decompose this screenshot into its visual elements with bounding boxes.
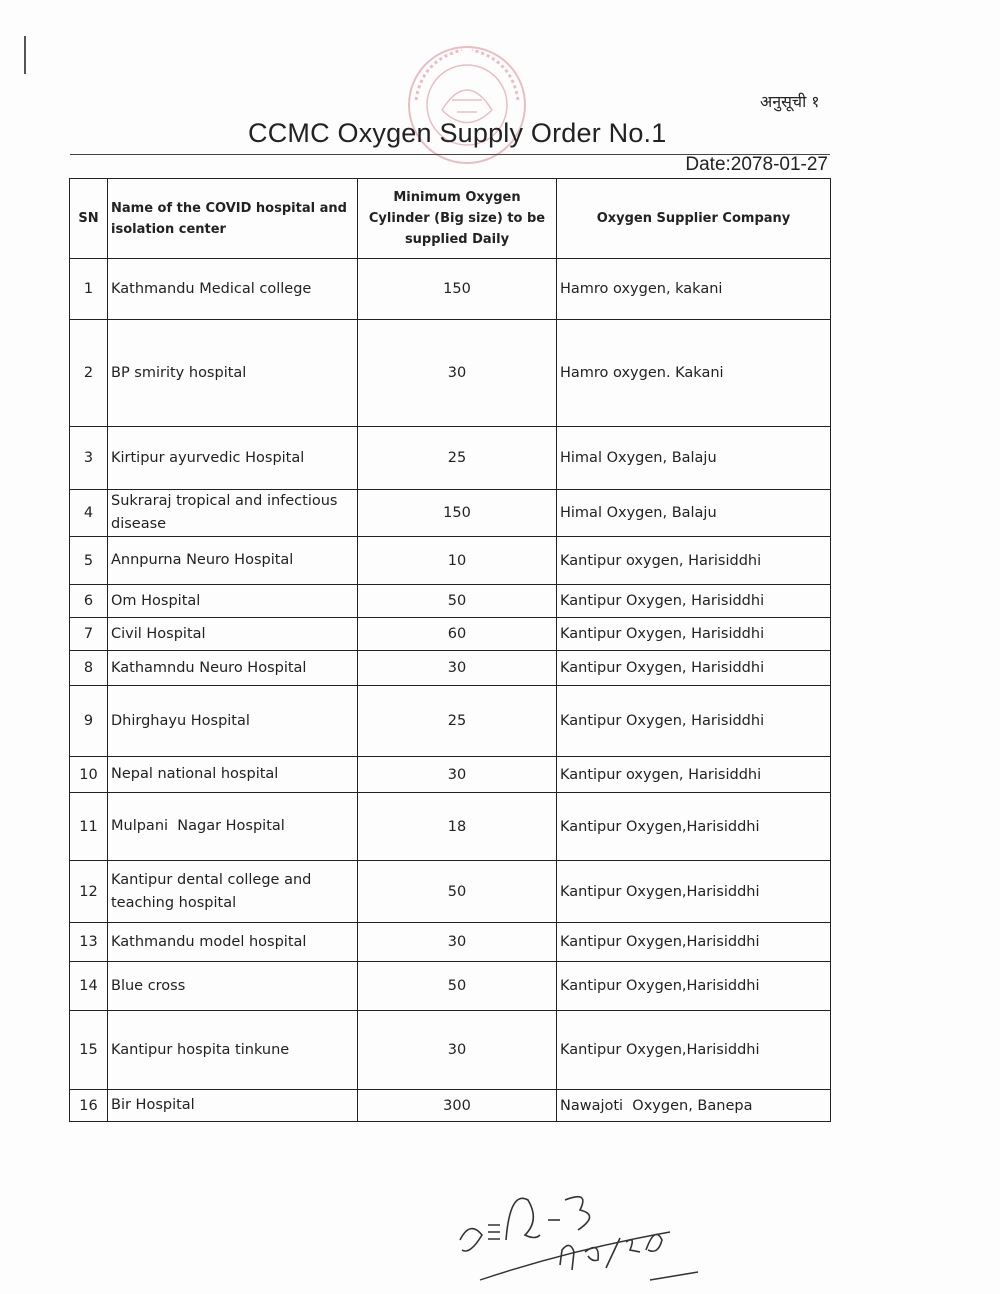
row-supplier: Kantipur Oxygen,Harisiddhi: [557, 793, 831, 861]
handwritten-signature: [440, 1180, 700, 1290]
row-cylinder-count: 30: [358, 651, 557, 686]
row-cylinder-count: 25: [358, 686, 557, 757]
row-hospital-name: Blue cross: [108, 962, 358, 1011]
row-sn: 3: [70, 427, 108, 490]
row-hospital-name: BP smirity hospital: [108, 320, 358, 427]
row-cylinder-count: 25: [358, 427, 557, 490]
row-hospital-name: Mulpani Nagar Hospital: [108, 793, 358, 861]
row-hospital-name: Bir Hospital: [108, 1090, 358, 1122]
row-hospital-name: Sukraraj tropical and infectious disease: [108, 490, 358, 537]
row-supplier: Kantipur oxygen, Harisiddhi: [557, 537, 831, 585]
row-hospital-name: Nepal national hospital: [108, 757, 358, 793]
table-header-row: [70, 179, 831, 259]
row-supplier: Kantipur Oxygen,Harisiddhi: [557, 1011, 831, 1090]
row-hospital-name: Kathmandu Medical college: [108, 259, 358, 320]
row-sn: 8: [70, 651, 108, 686]
header-min-cylinders: Minimum Oxygen Cylinder (Big size) to be supplied Daily: [358, 179, 557, 259]
row-supplier: Kantipur Oxygen, Harisiddhi: [557, 686, 831, 757]
office-seal-stamp: [402, 40, 532, 170]
row-cylinder-count: 10: [358, 537, 557, 585]
table-row: [70, 651, 831, 686]
row-cylinder-count: 30: [358, 757, 557, 793]
table-row: [70, 1011, 831, 1090]
row-sn: 15: [70, 1011, 108, 1090]
table-row: [70, 427, 831, 490]
row-sn: 14: [70, 962, 108, 1011]
row-hospital-name: Kantipur dental college and teaching hospital: [108, 861, 358, 923]
row-cylinder-count: 30: [358, 320, 557, 427]
header-sn: SN: [70, 179, 108, 259]
row-cylinder-count: 150: [358, 259, 557, 320]
table-row: [70, 686, 831, 757]
table-row: [70, 490, 831, 537]
row-hospital-name: Kantipur hospita tinkune: [108, 1011, 358, 1090]
row-sn: 9: [70, 686, 108, 757]
document-date: Date:2078-01-27: [685, 154, 828, 175]
row-cylinder-count: 300: [358, 1090, 557, 1122]
table-row: [70, 861, 831, 923]
row-sn: 6: [70, 585, 108, 618]
row-sn: 10: [70, 757, 108, 793]
row-hospital-name: Annpurna Neuro Hospital: [108, 537, 358, 585]
row-hospital-name: Kathmandu model hospital: [108, 923, 358, 962]
oxygen-supply-table: [69, 178, 831, 1122]
header-hospital-name: Name of the COVID hospital and isolation center: [108, 179, 358, 259]
row-supplier: Kantipur Oxygen, Harisiddhi: [557, 651, 831, 686]
table-row: [70, 1090, 831, 1122]
row-supplier: Himal Oxygen, Balaju: [557, 427, 831, 490]
header-supplier: Oxygen Supplier Company: [557, 179, 831, 259]
row-sn: 4: [70, 490, 108, 537]
row-sn: 5: [70, 537, 108, 585]
table-row: [70, 793, 831, 861]
row-cylinder-count: 50: [358, 861, 557, 923]
row-cylinder-count: 50: [358, 962, 557, 1011]
row-hospital-name: Dhirghayu Hospital: [108, 686, 358, 757]
row-cylinder-count: 60: [358, 618, 557, 651]
row-hospital-name: Civil Hospital: [108, 618, 358, 651]
row-sn: 16: [70, 1090, 108, 1122]
table-row: [70, 537, 831, 585]
table-row: [70, 585, 831, 618]
row-cylinder-count: 18: [358, 793, 557, 861]
table-row: [70, 923, 831, 962]
row-cylinder-count: 50: [358, 585, 557, 618]
row-hospital-name: Kathamndu Neuro Hospital: [108, 651, 358, 686]
row-supplier: Kantipur Oxygen,Harisiddhi: [557, 962, 831, 1011]
row-sn: 12: [70, 861, 108, 923]
row-cylinder-count: 150: [358, 490, 557, 537]
row-sn: 1: [70, 259, 108, 320]
table-row: [70, 757, 831, 793]
schedule-label: अनुसूची १: [760, 92, 820, 111]
row-supplier: Kantipur Oxygen, Harisiddhi: [557, 585, 831, 618]
scan-edge-mark: [24, 36, 26, 74]
table-row: [70, 618, 831, 651]
row-supplier: Kantipur oxygen, Harisiddhi: [557, 757, 831, 793]
row-sn: 2: [70, 320, 108, 427]
row-cylinder-count: 30: [358, 1011, 557, 1090]
row-sn: 11: [70, 793, 108, 861]
row-supplier: Kantipur Oxygen, Harisiddhi: [557, 618, 831, 651]
row-cylinder-count: 30: [358, 923, 557, 962]
table-row: [70, 320, 831, 427]
row-supplier: Nawajoti Oxygen, Banepa: [557, 1090, 831, 1122]
table-row: [70, 259, 831, 320]
row-hospital-name: Kirtipur ayurvedic Hospital: [108, 427, 358, 490]
row-hospital-name: Om Hospital: [108, 585, 358, 618]
row-supplier: Kantipur Oxygen,Harisiddhi: [557, 923, 831, 962]
row-sn: 13: [70, 923, 108, 962]
row-supplier: Hamro oxygen, kakani: [557, 259, 831, 320]
row-sn: 7: [70, 618, 108, 651]
row-supplier: Himal Oxygen, Balaju: [557, 490, 831, 537]
row-supplier: Kantipur Oxygen,Harisiddhi: [557, 861, 831, 923]
document-title: CCMC Oxygen Supply Order No.1: [248, 118, 667, 148]
row-supplier: Hamro oxygen. Kakani: [557, 320, 831, 427]
table-row: [70, 962, 831, 1011]
